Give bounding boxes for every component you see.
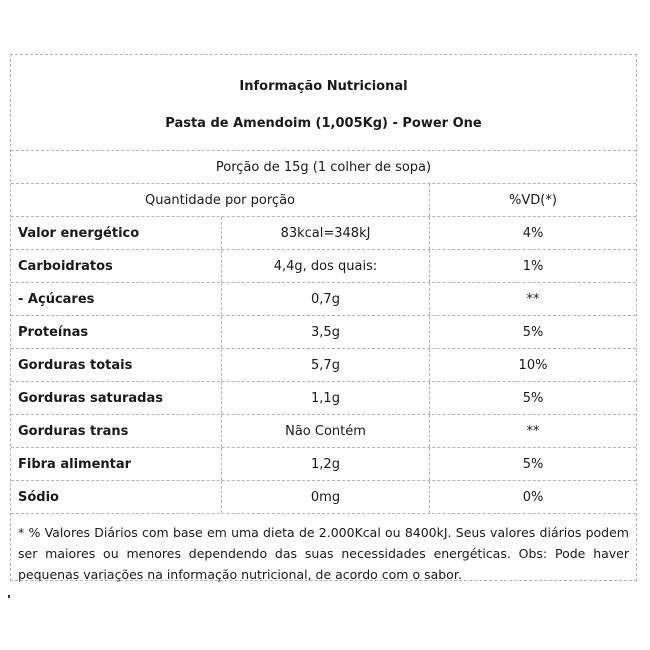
table-row [11, 415, 636, 448]
table-row [11, 349, 636, 382]
nutrient-name: Gorduras totais [11, 349, 222, 381]
nutrient-vd: 5% [522, 324, 544, 340]
nutrient-name: Carboidratos [11, 250, 222, 282]
nutrient-name: Fibra alimentar [11, 448, 222, 480]
nutrient-quantity: 5,7g [222, 349, 430, 381]
title-block [11, 55, 636, 151]
portion-text: Porção de 15g (1 colher de sopa) [215, 159, 432, 175]
portion-row [11, 151, 636, 184]
table-row [11, 250, 636, 283]
nutrient-name: Gorduras trans [11, 415, 222, 447]
nutrient-vd: 4% [522, 225, 544, 241]
nutrient-vd: 0% [522, 489, 544, 505]
table-row [11, 217, 636, 250]
nutrient-quantity: 83kcal=348kJ [222, 217, 430, 249]
table-row [11, 448, 636, 481]
nutrient-name: Proteínas [11, 316, 222, 348]
nutrient-quantity: 0mg [222, 481, 430, 513]
quantity-header: Quantidade por porção [11, 184, 430, 216]
vd-header: %VD(*) [509, 192, 557, 208]
nutrient-name: Sódio [11, 481, 222, 513]
nutrient-vd: ** [526, 291, 540, 307]
table-row [11, 283, 636, 316]
nutrient-vd: 5% [522, 456, 544, 472]
nutrient-vd: ** [526, 423, 540, 439]
column-header-row [11, 184, 636, 217]
nutrient-vd: 5% [522, 390, 544, 406]
nutrient-quantity: 3,5g [222, 316, 430, 348]
table-row [11, 481, 636, 514]
nutrient-name: Valor energético [11, 217, 222, 249]
footnote: * % Valores Diários com base em uma dieta de 2.000Kcal ou 8400kJ. Seus valores diários podem ser maiores ou menores dependendo das suas necessidades energéticas. Obs: Pode haver pequenas variações na informação nutricional, de acordo com o sabor. [18, 525, 629, 582]
panel-title: Informação Nutricional [239, 79, 408, 94]
nutrient-quantity: Não Contém [222, 415, 430, 447]
nutrient-quantity: 1,2g [222, 448, 430, 480]
nutrient-quantity: 1,1g [222, 382, 430, 414]
nutrient-vd: 1% [522, 258, 544, 274]
nutrient-quantity: 0,7g [222, 283, 430, 315]
nutrient-name: Gorduras saturadas [11, 382, 222, 414]
stray-mark [8, 595, 10, 598]
nutrition-facts-panel [10, 54, 637, 581]
nutrient-quantity: 4,4g, dos quais: [222, 250, 430, 282]
product-name: Pasta de Amendoim (1,005Kg) - Power One [165, 116, 482, 131]
nutrient-name: - Açúcares [11, 283, 222, 315]
table-row [11, 382, 636, 415]
table-row [11, 316, 636, 349]
nutrient-vd: 10% [518, 357, 548, 373]
